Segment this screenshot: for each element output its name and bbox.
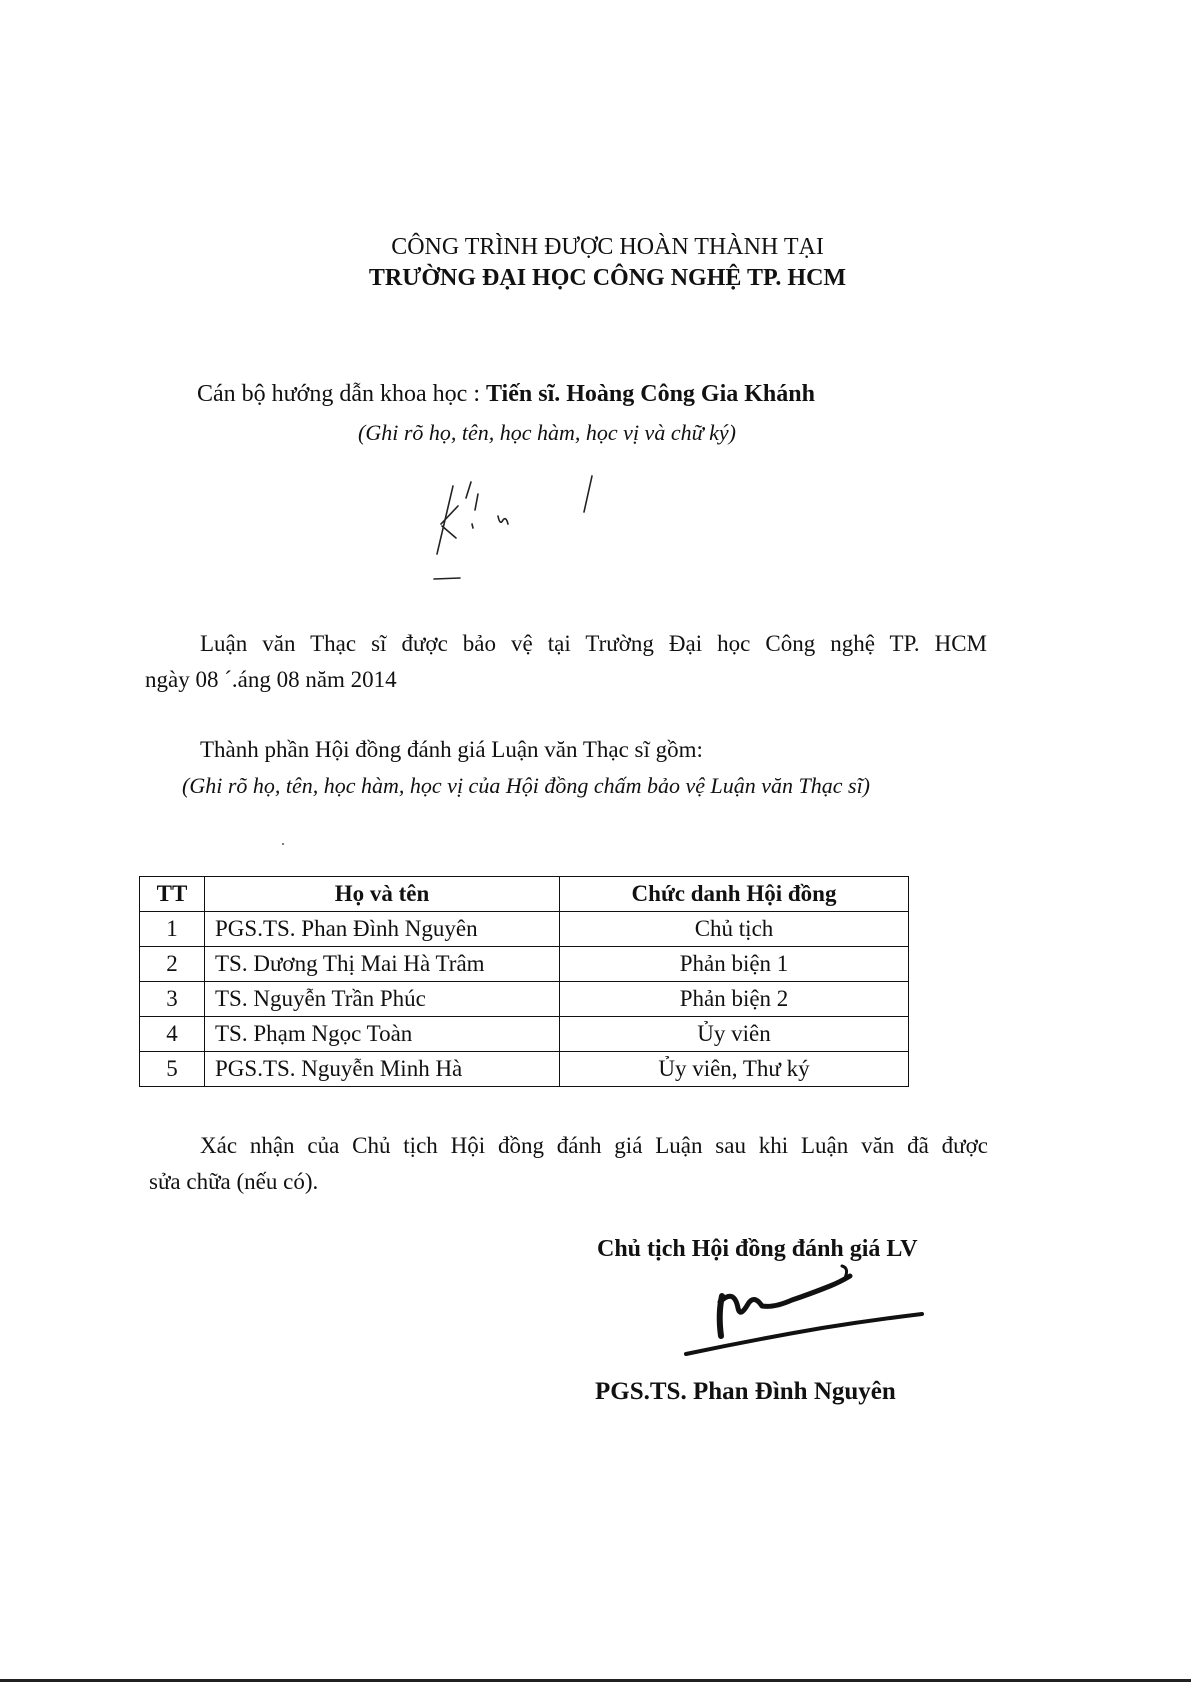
chair-name: PGS.TS. Phan Đình Nguyên [595,1378,896,1405]
table-header-row [140,877,909,912]
chair-title: Chủ tịch Hội đồng đánh giá LV [597,1236,918,1262]
row-name: TS. Nguyễn Trần Phúc [205,982,560,1017]
row-role: Phản biện 2 [560,982,909,1017]
row-role: Ủy viên [560,1017,909,1052]
defense-line-2: ngày 08 ´.áng 08 năm 2014 [145,667,397,692]
row-tt: 2 [140,947,205,982]
chair-signature [682,1258,932,1368]
table-row [140,1017,909,1052]
header-line-2: TRƯỜNG ĐẠI HỌC CÔNG NGHỆ TP. HCM [368,265,847,291]
row-tt: 5 [140,1052,205,1087]
council-note: (Ghi rõ họ, tên, học hàm, học vị của Hội đồng chấm bảo vệ Luận văn Thạc sĩ) [182,773,871,798]
council-intro: Thành phần Hội đồng đánh giá Luận văn Thạc sĩ gồm: [200,737,703,762]
row-tt: 3 [140,982,205,1017]
defense-line-1: Luận văn Thạc sĩ được bảo vệ tại Trường Đại học Công nghệ TP. HCM [200,631,987,656]
header-role: Chức danh Hội đồng [560,877,909,912]
row-role: Ủy viên, Thư ký [560,1052,909,1087]
confirmation-line-1: Xác nhận của Chủ tịch Hội đồng đánh giá Luận sau khi Luận văn đã được [200,1133,988,1158]
row-tt: 4 [140,1017,205,1052]
supervisor-note: (Ghi rõ họ, tên, học hàm, học vị và chữ ký) [358,420,736,445]
committee-table [139,876,909,1087]
row-name: PGS.TS. Phan Đình Nguyên [205,912,560,947]
table-row [140,912,909,947]
row-role: Phản biện 1 [560,947,909,982]
table-row [140,947,909,982]
row-name: PGS.TS. Nguyễn Minh Hà [205,1052,560,1087]
table-row [140,1052,909,1087]
bottom-border [0,1679,1191,1682]
supervisor-signature [420,470,610,585]
confirmation-line-2: sửa chữa (nếu có). [149,1169,319,1194]
row-tt: 1 [140,912,205,947]
row-name: TS. Phạm Ngọc Toàn [205,1017,560,1052]
row-role: Chủ tịch [560,912,909,947]
table-row [140,982,909,1017]
header-line-1: CÔNG TRÌNH ĐƯỢC HOÀN THÀNH TẠI [391,234,824,260]
supervisor-name: Tiến sĩ. Hoàng Công Gia Khánh [485,381,815,407]
header-tt: TT [140,877,205,912]
scan-speck [282,843,284,845]
row-name: TS. Dương Thị Mai Hà Trâm [205,947,560,982]
supervisor-line [197,381,815,408]
supervisor-label: Cán bộ hướng dẫn khoa học : [197,381,486,407]
header-name: Họ và tên [205,877,560,912]
